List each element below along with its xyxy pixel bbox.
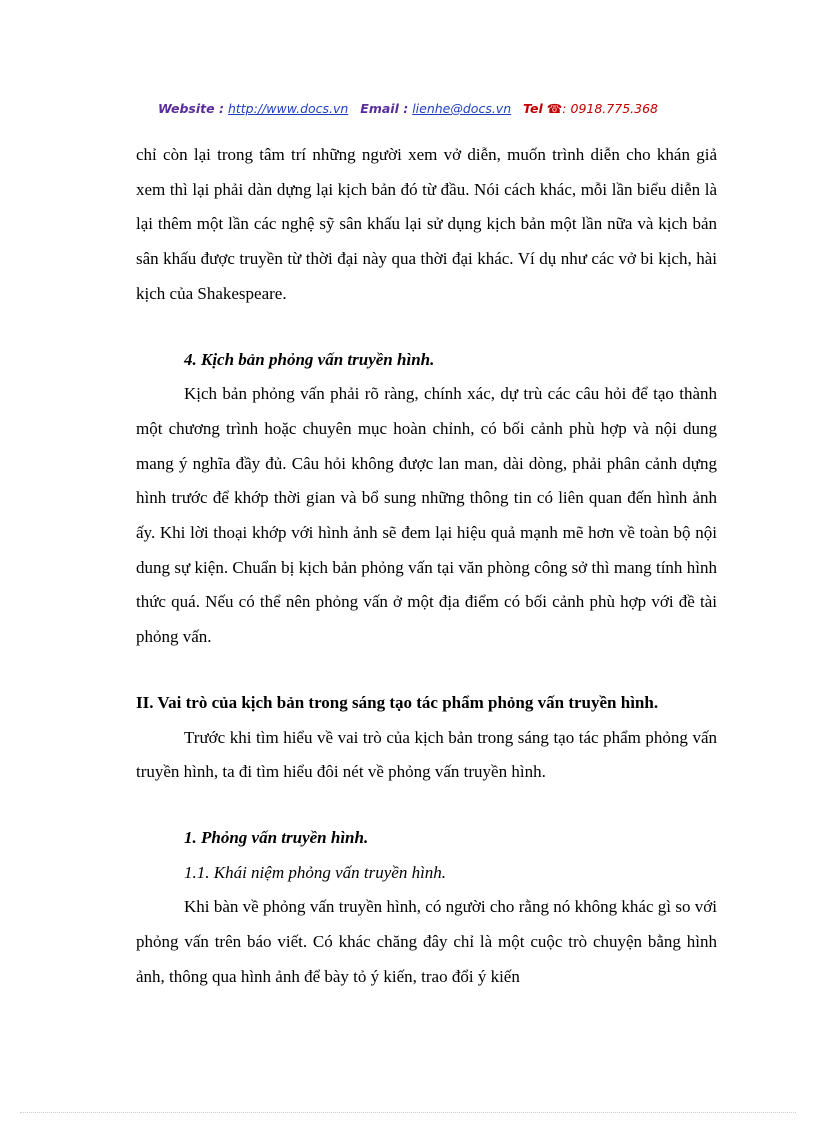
spacer [136,655,717,686]
email-label: Email : [360,101,409,116]
phone-number: 0918.775.368 [570,101,658,116]
email-link[interactable]: lienhe@docs.vn [412,101,512,116]
subsection-1-1-paragraph: Khi bàn về phỏng vấn truyền hình, có người cho rằng nó không khác gì so với phỏng vấn trên báo viết. Có khác chăng đây chỉ là một cuộc trò chuyện bằng hình ảnh, thông qua hình ảnh để bày tỏ ý kiến, trao đổi ý kiến [136,897,717,986]
website-label: Website : [158,101,224,116]
footer-divider [20,1112,796,1113]
phone-separator: : [562,101,567,116]
phone-icon: ☎ [546,101,563,116]
page-header [0,101,816,116]
subsection-heading-1-1: 1.1. Khái niệm phỏng vấn truyền hình. [184,862,447,882]
spacer [136,312,717,343]
document-body [136,138,717,994]
section-4-paragraph: Kịch bản phỏng vấn phải rõ ràng, chính xác, dự trù các câu hỏi để tạo thành một chương trình hoặc chuyên mục hoàn chỉnh, có bối cảnh phù hợp và nội dung mang ý nghĩa đầy đủ. Câu hỏi không được lan man, dài dòng, phải phân cảnh dựng hình trước để khớp thời gian và bổ sung những thông tin có liên quan đến hình ảnh ấy. Khi lời thoại khớp với hình ảnh sẽ đem lại hiệu quả mạnh mẽ hơn về toàn bộ nội dung sự kiện. Chuẩn bị kịch bản phỏng vấn tại văn phòng công sở thì mang tính hình thức quá. Nếu có thể nên phỏng vấn ở một địa điểm có bối cảnh phù hợp với đề tài phỏng vấn. [136,384,717,647]
section-heading-II: II. Vai trò của kịch bản trong sáng tạo tác phẩm phỏng vấn truyền hình. [136,692,659,712]
section-II-paragraph: Trước khi tìm hiểu về vai trò của kịch bản trong sáng tạo tác phẩm phỏng vấn truyền hình, ta đi tìm hiểu đôi nét về phỏng vấn truyền hình. [136,727,717,782]
website-link[interactable]: http://www.docs.vn [227,101,349,116]
section-heading-4: 4. Kịch bản phỏng vấn truyền hình. [184,349,435,369]
spacer [136,790,717,821]
section-heading-1: 1. Phỏng vấn truyền hình. [184,827,369,847]
intro-paragraph: chỉ còn lại trong tâm trí những người xem vở diễn, muốn trình diễn cho khán giả xem thì lại phải dàn dựng lại kịch bản đó từ đầu. Nói cách khác, mỗi lần biểu diễn là lại thêm một lần các nghệ sỹ sân khấu lại sử dụng kịch bản một lần nữa và kịch bản sân khấu được truyền từ thời đại này qua thời đại khác. Ví dụ như các vở bi kịch, hài kịch của Shakespeare. [136,145,717,303]
tel-label: Tel [523,101,543,116]
